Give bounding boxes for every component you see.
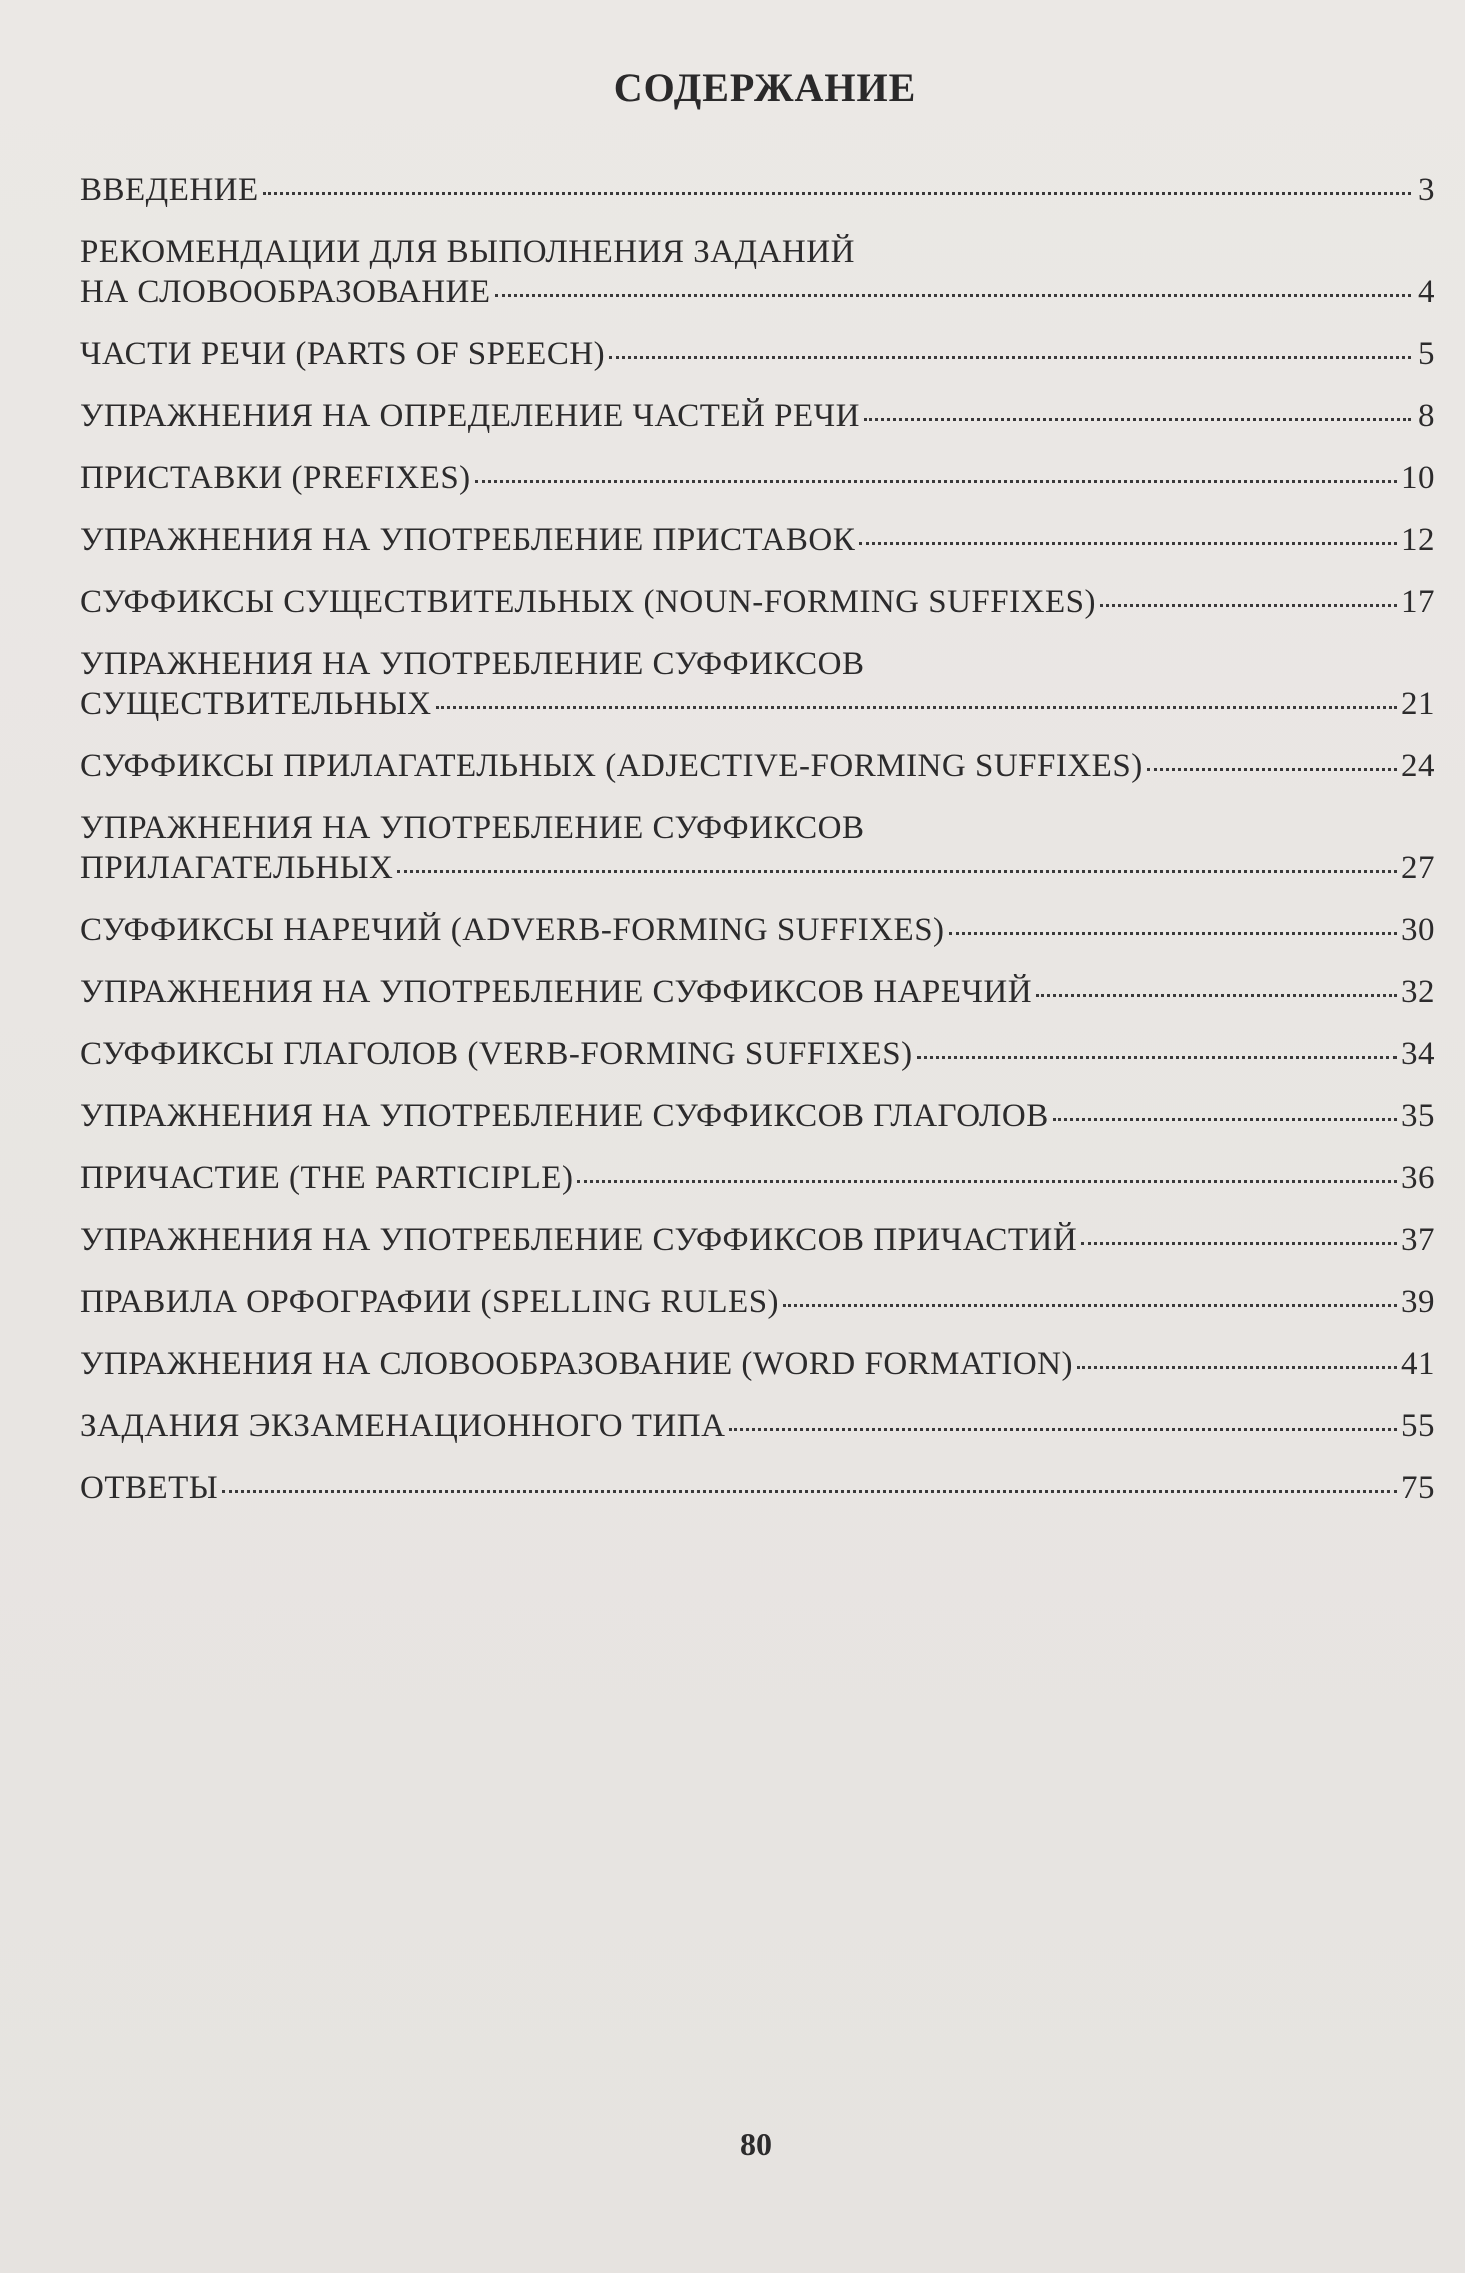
toc-entry[interactable] [80,458,1435,498]
toc-entry-page: 24 [1401,748,1435,784]
toc-entry-page: 34 [1401,1036,1435,1072]
toc-entry-title: УПРАЖНЕНИЯ НА СЛОВООБРАЗОВАНИЕ (WORD FORMATION) [80,1346,1073,1382]
toc-entry-title: УПРАЖНЕНИЯ НА ОПРЕДЕЛЕНИЕ ЧАСТЕЙ РЕЧИ [80,398,860,434]
dot-leader [263,192,1411,195]
toc-entry-page: 35 [1401,1098,1435,1134]
toc-entry-title: УПРАЖНЕНИЯ НА УПОТРЕБЛЕНИЕ ПРИСТАВОК [80,522,856,558]
toc-entry-page: 27 [1401,850,1435,886]
toc-entry-page: 8 [1418,398,1435,434]
dot-leader [222,1490,1397,1493]
toc-entry-title: СУФФИКСЫ ГЛАГОЛОВ (VERB-FORMING SUFFIXES) [80,1036,913,1072]
toc-entry-title: СУЩЕСТВИТЕЛЬНЫХ [80,686,432,722]
toc-entry-title: СУФФИКСЫ НАРЕЧИЙ (ADVERB-FORMING SUFFIXES) [80,912,945,948]
toc-entry[interactable] [80,644,1435,724]
toc-entry-page: 37 [1401,1222,1435,1258]
toc-entry-page: 17 [1401,584,1435,620]
dot-leader [1053,1118,1397,1121]
toc-entry[interactable] [80,334,1435,374]
toc-title: СОДЕРЖАНИЕ [613,65,917,110]
toc-entry-page: 39 [1401,1284,1435,1320]
toc-entry-title-line1: РЕКОМЕНДАЦИИ ДЛЯ ВЫПОЛНЕНИЯ ЗАДАНИЙ [80,234,855,270]
toc-entry-title: ПРИСТАВКИ (PREFIXES) [80,460,471,496]
toc-entry-title: НА СЛОВООБРАЗОВАНИЕ [80,274,491,310]
toc-entry[interactable] [80,1220,1435,1260]
toc-entry-page: 21 [1401,686,1435,722]
toc-entry-page: 55 [1401,1408,1435,1444]
dot-leader [729,1428,1397,1431]
toc-entry-page: 5 [1418,336,1435,372]
dot-leader [475,480,1397,483]
toc-entry-title: УПРАЖНЕНИЯ НА УПОТРЕБЛЕНИЕ СУФФИКСОВ ПРИЧАСТИЙ [80,1222,1078,1258]
toc-entry[interactable] [80,808,1435,888]
dot-leader [1147,768,1397,771]
toc-entry-page: 10 [1401,460,1435,496]
dot-leader [1077,1366,1397,1369]
toc-entry[interactable] [80,1406,1435,1446]
toc-entry[interactable] [80,582,1435,622]
toc-entry-title: СУФФИКСЫ СУЩЕСТВИТЕЛЬНЫХ (NOUN-FORMING SUFFIXES) [80,584,1096,620]
page-number: 80 [740,2126,772,2162]
dot-leader [864,418,1411,421]
dot-leader [1036,994,1397,997]
dot-leader [917,1056,1397,1059]
toc-entry[interactable] [80,520,1435,560]
toc-entry[interactable] [80,972,1435,1012]
toc-entry[interactable] [80,746,1435,786]
toc-entry-title: ЗАДАНИЯ ЭКЗАМЕНАЦИОННОГО ТИПА [80,1408,726,1444]
toc-entry-title: УПРАЖНЕНИЯ НА УПОТРЕБЛЕНИЕ СУФФИКСОВ НАРЕЧИЙ [80,974,1033,1010]
toc-entry[interactable] [80,1344,1435,1384]
dot-leader [859,542,1397,545]
toc-entry-title: ПРИЧАСТИЕ (THE PARTICIPLE) [80,1160,574,1196]
toc-entry[interactable] [80,232,1435,312]
toc-entry-title: ВВЕДЕНИЕ [80,172,259,208]
dot-leader [1100,604,1397,607]
dot-leader [783,1304,1397,1307]
toc-entry-page: 12 [1401,522,1435,558]
toc-entry[interactable] [80,170,1435,210]
dot-leader [609,356,1411,359]
toc-entry[interactable] [80,396,1435,436]
toc-entry[interactable] [80,910,1435,950]
toc-entry-title: ПРАВИЛА ОРФОГРАФИИ (SPELLING RULES) [80,1284,780,1320]
toc-entry-page: 41 [1401,1346,1435,1382]
toc-entry-page: 4 [1418,274,1435,310]
dot-leader [495,294,1411,297]
dot-leader [577,1180,1397,1183]
toc-entry[interactable] [80,1468,1435,1508]
dot-leader [949,932,1397,935]
toc-entry[interactable] [80,1158,1435,1198]
dot-leader [436,706,1397,709]
toc-entry-title-line1: УПРАЖНЕНИЯ НА УПОТРЕБЛЕНИЕ СУФФИКСОВ [80,810,865,846]
toc-entry-page: 30 [1401,912,1435,948]
toc-entry[interactable] [80,1096,1435,1136]
toc-entry-title: ЧАСТИ РЕЧИ (PARTS OF SPEECH) [80,336,606,372]
toc-entry-page: 32 [1401,974,1435,1010]
toc-entry-page: 3 [1418,172,1435,208]
toc-entry-title-line1: УПРАЖНЕНИЯ НА УПОТРЕБЛЕНИЕ СУФФИКСОВ [80,646,865,682]
toc-entry-title: УПРАЖНЕНИЯ НА УПОТРЕБЛЕНИЕ СУФФИКСОВ ГЛАГОЛОВ [80,1098,1049,1134]
toc-entry-page: 36 [1401,1160,1435,1196]
toc-entry[interactable] [80,1282,1435,1322]
toc-entry-title: ОТВЕТЫ [80,1470,219,1506]
toc-entry-page: 75 [1401,1470,1435,1506]
toc-entry-title: СУФФИКСЫ ПРИЛАГАТЕЛЬНЫХ (ADJECTIVE-FORMING SUFFIXES) [80,748,1143,784]
table-of-contents [80,170,1435,1508]
dot-leader [397,870,1397,873]
toc-entry[interactable] [80,1034,1435,1074]
toc-entry-title: ПРИЛАГАТЕЛЬНЫХ [80,850,394,886]
dot-leader [1081,1242,1397,1245]
